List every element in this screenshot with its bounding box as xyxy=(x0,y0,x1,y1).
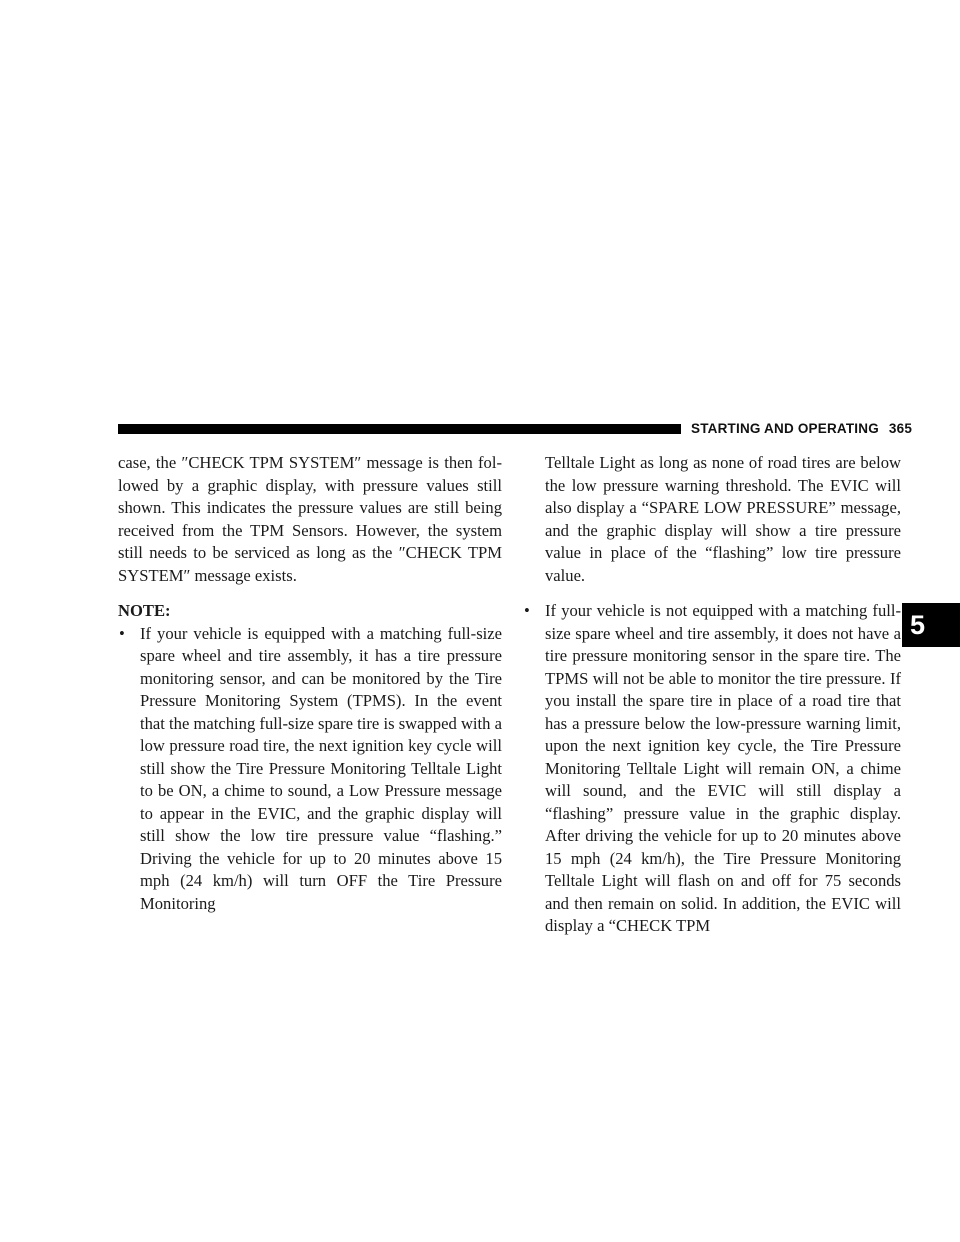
chapter-tab: 5 xyxy=(902,603,960,647)
right-column xyxy=(523,452,901,938)
left-column xyxy=(118,452,502,915)
intro-paragraph: case, the ″CHECK TPM SYSTEM″ message is then fol-lowed by a graphic display, with pressure values still shown. This indicates the pressure values are still being received from the TPM Sensors. However, the system still needs to be serviced as long as the ″CHECK TPM SYSTEM″ message exists. xyxy=(118,453,502,585)
list-item xyxy=(523,600,901,938)
note-label: NOTE: xyxy=(118,601,171,620)
list-item xyxy=(118,623,502,916)
bullet-icon: • xyxy=(524,601,530,620)
section-title: STARTING AND OPERATING xyxy=(691,421,879,436)
page-number: 365 xyxy=(888,421,913,436)
header-rule xyxy=(118,424,681,434)
bullet-icon: • xyxy=(119,623,125,643)
running-header xyxy=(691,421,912,436)
bullet-continuation: Telltale Light as long as none of road tires are below the low pressure warning threshold. The EVIC will also display a “SPARE LOW PRESSURE” message, and the graphic display will show a tire pressure value in place of the “flashing” low tire pressure value. xyxy=(545,453,901,585)
bullet-text: If your vehicle is not equipped with a matching full-size spare wheel and tire assembly, it does not have a tire pressure monitoring sensor in the spare tire. The TPMS will not be able to monitor the tire pressure. If you install the spare tire in place of a road tire that has a pressure below the low-pressure warning limit, upon the next ignition key cycle, the Tire Pressure Monitoring Telltale Light will remain ON, a chime will sound, and the EVIC will still display a “flashing” pressure value in the graphic display. After driving the vehicle for up to 20 minutes above 15 mph (24 km/h), the Tire Pressure Monitoring Telltale Light will flash on and off for 75 seconds and then remain on solid. In addition, the EVIC will display a “CHECK TPM xyxy=(545,601,901,935)
bullet-text: If your vehicle is equipped with a matching full-size spare wheel and tire assembly, it has a tire pressure monitoring sensor, and can be monitored by the Tire Pressure Monitoring System (TPMS). In the event that the matching full-size spare tire is swapped with a low pressure road tire, the next ignition key cycle will still show the Tire Pressure Monitoring Telltale Light to be ON, a chime to sound, a Low Pressure message to appear in the EVIC, and the graphic display will still show the low tire pressure value “flashing.” Driving the vehicle for up to 20 minutes above 15 mph (24 km/h) will turn OFF the Tire Pressure Monitoring xyxy=(140,623,502,913)
